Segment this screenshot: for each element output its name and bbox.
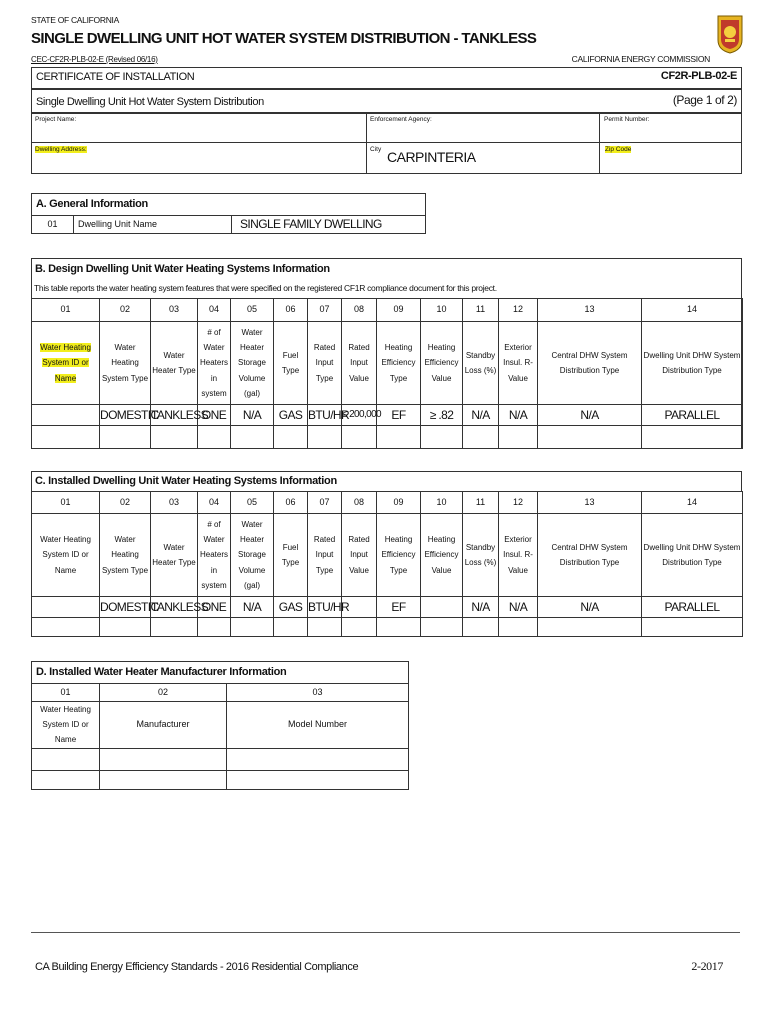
c-num-06: 06 <box>274 492 308 514</box>
c-num-08: 08 <box>342 492 377 514</box>
section-b-table <box>31 298 743 449</box>
b-num-05: 05 <box>231 299 274 322</box>
b-cell-exterior-insul[interactable]: N/A <box>499 405 538 426</box>
b-num-10: 10 <box>421 299 463 322</box>
certificate-row <box>31 67 742 89</box>
b-cell-rated-input-type[interactable]: BTU/HR <box>308 405 342 426</box>
city-value: CARPINTERIA <box>387 149 476 165</box>
b-cell-system-id[interactable] <box>32 405 100 426</box>
form-id: CF2R-PLB-02-E <box>660 70 737 82</box>
city-field[interactable] <box>366 142 600 174</box>
enforcement-agency-label: Enforcement Agency: <box>370 116 432 123</box>
c-num-12: 12 <box>499 492 538 514</box>
b-header-04: # of Water Heaters in system <box>198 322 231 405</box>
b-header-09: Heating Efficiency Type <box>377 322 421 405</box>
d-num-03: 03 <box>227 684 409 702</box>
c-cell-fuel-type[interactable]: GAS <box>274 597 308 618</box>
c-header-10: Heating Efficiency Value <box>421 514 463 597</box>
dwelling-address-label: Dwelling Address: <box>35 146 87 153</box>
b-cell-efficiency-value[interactable]: ≥ .82 <box>421 405 463 426</box>
d-num-02: 02 <box>100 684 227 702</box>
permit-number-label: Permit Number: <box>604 116 650 123</box>
certificate-label: CERTIFICATE OF INSTALLATION <box>36 71 195 83</box>
c-header-01: Water Heating System ID or Name <box>32 514 100 597</box>
c-cell-system-type[interactable]: DOMESTIC <box>100 597 151 618</box>
c-header-04: # of Water Heaters in system <box>198 514 231 597</box>
b-num-03: 03 <box>151 299 198 322</box>
b-num-14: 14 <box>642 299 743 322</box>
b-num-11: 11 <box>463 299 499 322</box>
c-num-04: 04 <box>198 492 231 514</box>
dwelling-address-field[interactable] <box>31 142 367 174</box>
c-cell-rated-input-type[interactable]: BTU/HR <box>308 597 342 618</box>
section-c-title: C. Installed Dwelling Unit Water Heating Systems Information <box>35 475 337 487</box>
b-header-13: Central DHW System Distribution Type <box>538 322 642 405</box>
c-header-12: Exterior Insul. R-Value <box>499 514 538 597</box>
b-header-01: Water Heating System ID or Name <box>32 322 100 405</box>
b-header-05: Water Heater Storage Volume (gal) <box>231 322 274 405</box>
b-header-14: Dwelling Unit DHW System Distribution Type <box>642 322 743 405</box>
c-cell-central-dist[interactable]: N/A <box>538 597 642 618</box>
footer-date: 2-2017 <box>691 959 723 973</box>
section-d-title: D. Installed Water Heater Manufacturer Information <box>32 662 409 684</box>
c-header-11: Standby Loss (%) <box>463 514 499 597</box>
section-c-table <box>31 491 743 637</box>
form-title: SINGLE DWELLING UNIT HOT WATER SYSTEM DISTRIBUTION - TANKLESS <box>31 30 537 47</box>
b-cell-heater-type[interactable]: TANKLESS <box>151 405 198 426</box>
c-header-05: Water Heater Storage Volume (gal) <box>231 514 274 597</box>
b-num-13: 13 <box>538 299 642 322</box>
c-num-03: 03 <box>151 492 198 514</box>
b-header-11: Standby Loss (%) <box>463 322 499 405</box>
b-num-02: 02 <box>100 299 151 322</box>
page-number: (Page 1 of 2) <box>672 93 737 107</box>
section-b-title: B. Design Dwelling Unit Water Heating Systems Information <box>35 263 330 275</box>
b-cell-rated-input-value[interactable]: ≤ 200,000 <box>342 405 377 426</box>
b-cell-fuel-type[interactable]: GAS <box>274 405 308 426</box>
b-num-09: 09 <box>377 299 421 322</box>
b-cell-efficiency-type[interactable]: EF <box>377 405 421 426</box>
b-num-01: 01 <box>32 299 100 322</box>
c-header-02: Water Heating System Type <box>100 514 151 597</box>
c-cell-unit-dist[interactable]: PARALLEL <box>642 597 743 618</box>
b-header-07: Rated Input Type <box>308 322 342 405</box>
subtitle: Single Dwelling Unit Hot Water System Distribution <box>36 96 264 108</box>
b-cell-heater-count[interactable]: ONE <box>198 405 231 426</box>
b-header-12: Exterior Insul. R-Value <box>499 322 538 405</box>
b-cell-unit-dist[interactable]: PARALLEL <box>642 405 743 426</box>
b-header-10: Heating Efficiency Value <box>421 322 463 405</box>
c-cell-efficiency-type[interactable]: EF <box>377 597 421 618</box>
c-cell-heater-type[interactable]: TANKLESS <box>151 597 198 618</box>
section-a-title: A. General Information <box>32 194 426 216</box>
b-num-08: 08 <box>342 299 377 322</box>
section-a-num: 01 <box>32 215 74 233</box>
zip-code-field[interactable] <box>599 142 742 174</box>
b-cell-storage-volume[interactable]: N/A <box>231 405 274 426</box>
b-num-06: 06 <box>274 299 308 322</box>
d-num-01: 01 <box>32 684 100 702</box>
b-cell-standby-loss[interactable]: N/A <box>463 405 499 426</box>
c-num-10: 10 <box>421 492 463 514</box>
c-cell-storage-volume[interactable]: N/A <box>231 597 274 618</box>
b-header-02: Water Heating System Type <box>100 322 151 405</box>
subtitle-row <box>31 89 742 113</box>
footer-divider <box>31 932 740 933</box>
city-label: City <box>370 146 382 153</box>
b-num-07: 07 <box>308 299 342 322</box>
b-cell-central-dist[interactable]: N/A <box>538 405 642 426</box>
section-a-table <box>31 193 426 234</box>
b-header-08: Rated Input Value <box>342 322 377 405</box>
d-header-model-number: Model Number <box>227 702 409 749</box>
c-header-13: Central DHW System Distribution Type <box>538 514 642 597</box>
state-seal-icon <box>716 14 744 54</box>
c-header-14: Dwelling Unit DHW System Distribution Type <box>642 514 743 597</box>
dwelling-unit-name-value[interactable]: SINGLE FAMILY DWELLING <box>232 215 426 233</box>
c-header-06: Fuel Type <box>274 514 308 597</box>
footer-standards: CA Building Energy Efficiency Standards - 2016 Residential Compliance <box>35 961 359 973</box>
c-num-14: 14 <box>642 492 743 514</box>
d-row-1[interactable] <box>32 748 409 770</box>
c-header-09: Heating Efficiency Type <box>377 514 421 597</box>
c-cell-efficiency-value[interactable] <box>421 597 463 618</box>
b-header-06: Fuel Type <box>274 322 308 405</box>
zip-code-label: Zip Code <box>605 146 632 153</box>
b-empty-row <box>32 426 743 449</box>
b-header-03: Water Heater Type <box>151 322 198 405</box>
c-num-01: 01 <box>32 492 100 514</box>
state-label: STATE OF CALIFORNIA <box>31 15 119 25</box>
c-header-08: Rated Input Value <box>342 514 377 597</box>
b-num-12: 12 <box>499 299 538 322</box>
project-name-label: Project Name: <box>35 116 77 123</box>
c-num-07: 07 <box>308 492 342 514</box>
c-num-11: 11 <box>463 492 499 514</box>
dwelling-unit-name-label: Dwelling Unit Name <box>74 215 232 233</box>
section-b-note: This table reports the water heating system features that were specified on the registered CF1R compliance document for this project. <box>34 283 497 293</box>
permit-number-field[interactable] <box>599 113 742 143</box>
c-cell-system-id[interactable] <box>32 597 100 618</box>
c-header-07: Rated Input Type <box>308 514 342 597</box>
d-header-manufacturer: Manufacturer <box>100 702 227 749</box>
c-num-02: 02 <box>100 492 151 514</box>
c-cell-standby-loss[interactable]: N/A <box>463 597 499 618</box>
c-empty-row <box>32 618 743 637</box>
d-header-system-id: Water Heating System ID or Name <box>32 702 100 749</box>
b-num-04: 04 <box>198 299 231 322</box>
b-cell-system-type[interactable]: DOMESTIC <box>100 405 151 426</box>
c-cell-heater-count[interactable]: ONE <box>198 597 231 618</box>
c-num-09: 09 <box>377 492 421 514</box>
c-cell-exterior-insul[interactable]: N/A <box>499 597 538 618</box>
section-d-table <box>31 661 409 790</box>
c-num-05: 05 <box>231 492 274 514</box>
form-code: CEC-CF2R-PLB-02-E (Revised 06/16) <box>31 55 158 64</box>
enforcement-agency-field[interactable] <box>366 113 600 143</box>
project-name-field[interactable] <box>31 113 367 143</box>
c-header-03: Water Heater Type <box>151 514 198 597</box>
c-num-13: 13 <box>538 492 642 514</box>
d-row-2[interactable] <box>32 770 409 789</box>
agency-name: CALIFORNIA ENERGY COMMISSION <box>571 54 710 64</box>
